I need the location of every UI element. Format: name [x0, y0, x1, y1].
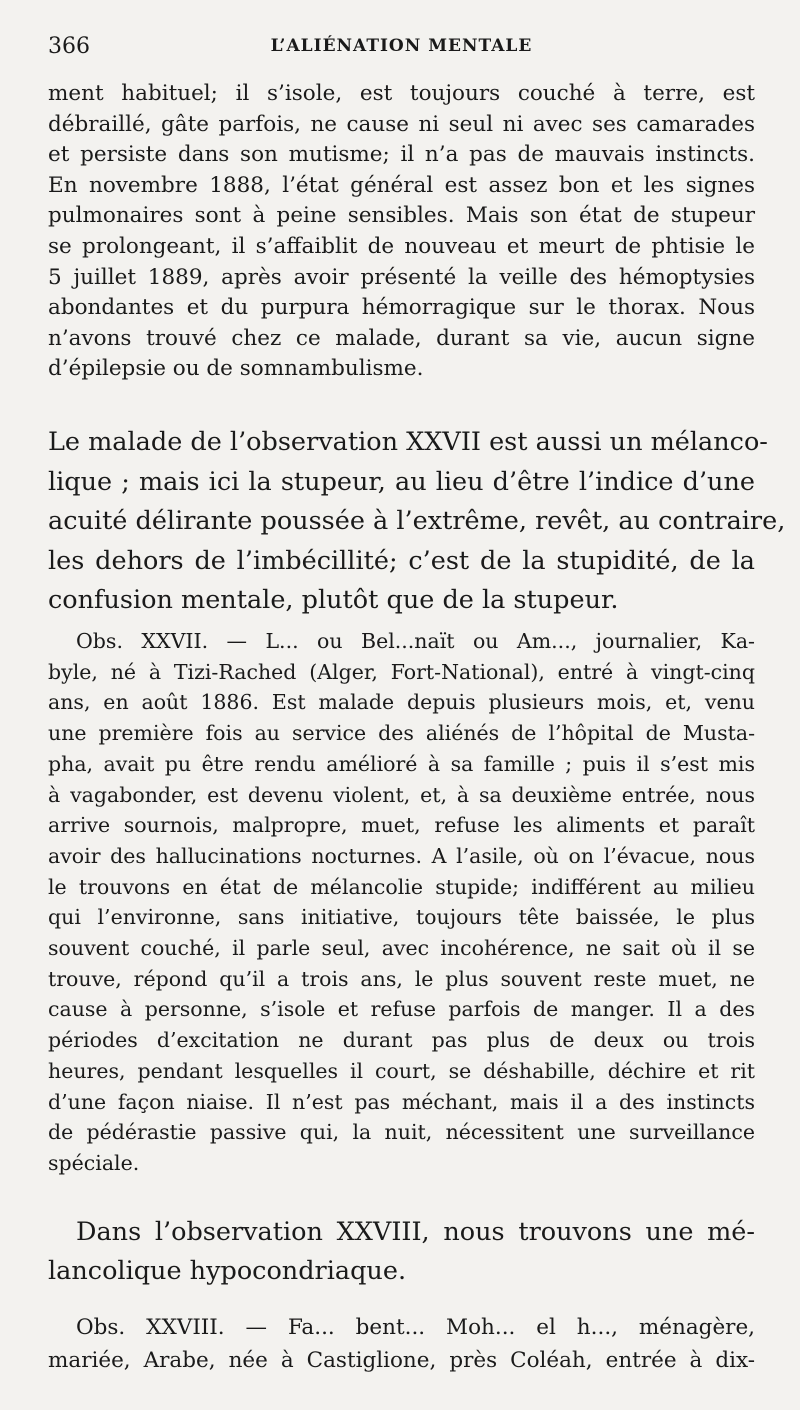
text-line: mariée, Arabe, née à Castiglione, près Coléah, entrée à dix-: [48, 1348, 755, 1373]
text-line: cause à personne, s’isole et refuse parfois de manger. Il a des: [48, 997, 755, 1022]
text-line: souvent couché, il parle seul, avec incohérence, ne sait où il se: [48, 936, 755, 961]
text-line: le trouvons en état de mélancolie stupide; indifférent au milieu: [48, 874, 755, 899]
commentary-paragraph: [48, 423, 786, 621]
text-line: arrive sournois, malpropre, muet, refuse les aliments et paraît: [48, 813, 755, 838]
text-line: pha, avait pu être rendu amélioré à sa famille ; puis il s’est mis: [48, 751, 755, 776]
text-line: qui l’environne, sans initiative, toujours tête baissée, le plus: [48, 905, 755, 930]
text-line: les dehors de l’imbécillité; c’est de la stupidité, de la: [48, 545, 755, 576]
text-line: avoir des hallucinations nocturnes. A l’asile, où on l’évacue, nous: [48, 843, 755, 868]
text-line: de pédérastie passive qui, la nuit, nécessitent une surveillance: [48, 1120, 755, 1145]
text-line: byle, né à Tizi-Rached (Alger, Fort-National), entré à vingt-cinq: [48, 659, 755, 684]
page-header: [48, 34, 755, 64]
observation-xxvii: [48, 626, 755, 1179]
text-line: En novembre 1888, l’état général est assez bon et les signes: [48, 172, 755, 198]
text-line: d’une façon niaise. Il n’est pas méchant, mais il a des instincts: [48, 1089, 755, 1114]
text-line: périodes d’excitation ne durant pas plus de deux ou trois: [48, 1028, 755, 1053]
text-line: lancolique hypocondriaque.: [48, 1256, 407, 1286]
text-line: acuité délirante poussée à l’extrême, revêt, au contraire,: [48, 506, 786, 536]
text-line: d’épilepsie ou de somnambulisme.: [48, 356, 424, 382]
text-line: à vagabonder, est devenu violent, et, à sa deuxième entrée, nous: [48, 782, 755, 807]
paragraph-continuation: [48, 79, 755, 385]
text-line: trouve, répond qu’il a trois ans, le plus souvent reste muet, ne: [48, 966, 755, 991]
observation-xxviii: [48, 1311, 755, 1377]
commentary-paragraph: [48, 1213, 755, 1291]
text-line: Obs. XXVII. — L... ou Bel...naït ou Am..., journalier, Ka-: [76, 629, 755, 653]
text-line: se prolongeant, il s’affaiblit de nouveau et meurt de phtisie le: [48, 233, 755, 259]
text-line: débraillé, gâte parfois, ne cause ni seul ni avec ses camarades: [48, 111, 755, 137]
running-title: L’ALIÉNATION MENTALE: [270, 36, 533, 56]
page-number: 366: [48, 34, 90, 59]
text-line: et persiste dans son mutisme; il n’a pas de mauvais instincts.: [48, 142, 755, 168]
text-line: 5 juillet 1889, après avoir présenté la veille des hémoptysies: [48, 264, 755, 290]
text-line: Dans l’observation XXVIII, nous trouvons une mé-: [76, 1217, 755, 1247]
text-line: spéciale.: [48, 1150, 140, 1175]
text-line: lique ; mais ici la stupeur, au lieu d’être l’indice d’une: [48, 466, 755, 497]
text-line: pulmonaires sont à peine sensibles. Mais son état de stupeur: [48, 203, 755, 229]
text-line: heures, pendant lesquelles il court, se déshabille, déchire et rit: [48, 1058, 755, 1083]
text-line: Obs. XXVIII. — Fa... bent... Moh... el h..., ménagère,: [76, 1315, 755, 1340]
text-line: confusion mentale, plutôt que de la stupeur.: [48, 585, 619, 615]
text-line: abondantes et du purpura hémorragique sur le thorax. Nous: [48, 295, 755, 321]
text-line: Le malade de l’observation XXVII est aussi un mélanco-: [48, 427, 768, 457]
text-line: n’avons trouvé chez ce malade, durant sa vie, aucun signe: [48, 325, 755, 351]
text-line: ans, en août 1886. Est malade depuis plusieurs mois, et, venu: [48, 690, 755, 715]
text-line: ment habituel; il s’isole, est toujours couché à terre, est: [48, 81, 755, 106]
text-line: une première fois au service des aliénés de l’hôpital de Musta-: [48, 721, 755, 746]
